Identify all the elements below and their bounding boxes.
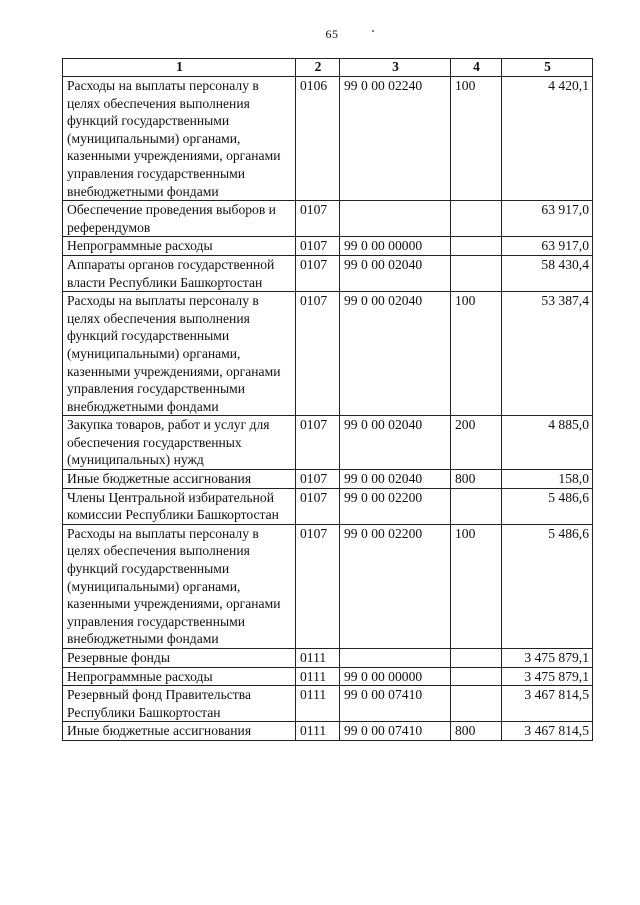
target-article-code: 99 0 00 02240 bbox=[340, 77, 451, 201]
section-code: 0111 bbox=[296, 722, 340, 741]
target-article-code: 99 0 00 00000 bbox=[340, 667, 451, 686]
amount: 53 387,4 bbox=[502, 292, 593, 416]
expense-type-code: 800 bbox=[451, 470, 502, 489]
expense-type-code bbox=[451, 649, 502, 668]
expense-name: Расходы на выплаты персоналу в целях обеспечения выполнения функций государственными (муниципальными) органами, казенными учреждениями, органами управления государственными внебюджетными фондами bbox=[63, 77, 296, 201]
amount: 5 486,6 bbox=[502, 488, 593, 524]
expense-type-code bbox=[451, 201, 502, 237]
table-row bbox=[63, 686, 593, 722]
header-cell: 5 bbox=[502, 59, 593, 77]
page-number: 65 bbox=[325, 27, 339, 41]
expense-name: Непрограммные расходы bbox=[63, 667, 296, 686]
amount: 3 467 814,5 bbox=[502, 722, 593, 741]
section-code: 0107 bbox=[296, 470, 340, 489]
target-article-code: 99 0 00 02040 bbox=[340, 470, 451, 489]
expense-type-code: 100 bbox=[451, 292, 502, 416]
header-cell: 4 bbox=[451, 59, 502, 77]
amount: 3 475 879,1 bbox=[502, 667, 593, 686]
target-article-code: 99 0 00 07410 bbox=[340, 686, 451, 722]
section-code: 0106 bbox=[296, 77, 340, 201]
table-row bbox=[63, 722, 593, 741]
table-row bbox=[63, 292, 593, 416]
table-row bbox=[63, 524, 593, 648]
expense-type-code bbox=[451, 686, 502, 722]
expense-name: Аппараты органов государственной власти Республики Башкортостан bbox=[63, 255, 296, 291]
target-article-code: 99 0 00 02200 bbox=[340, 488, 451, 524]
header-cell: 2 bbox=[296, 59, 340, 77]
amount: 4 420,1 bbox=[502, 77, 593, 201]
expense-name: Иные бюджетные ассигнования bbox=[63, 722, 296, 741]
table-row bbox=[63, 416, 593, 470]
expense-name: Расходы на выплаты персоналу в целях обеспечения выполнения функций государственными (муниципальными) органами, казенными учреждениями, органами управления государственными внебюджетными фондами bbox=[63, 524, 296, 648]
table-row bbox=[63, 667, 593, 686]
table-row bbox=[63, 255, 593, 291]
table-row bbox=[63, 649, 593, 668]
expense-name: Закупка товаров, работ и услуг для обеспечения государственных (муниципальных) нужд bbox=[63, 416, 296, 470]
expense-name: Резервный фонд Правительства Республики Башкортостан bbox=[63, 686, 296, 722]
amount: 3 467 814,5 bbox=[502, 686, 593, 722]
header-row bbox=[63, 59, 593, 77]
scan-speck bbox=[372, 30, 374, 32]
target-article-code: 99 0 00 07410 bbox=[340, 722, 451, 741]
header-cell: 3 bbox=[340, 59, 451, 77]
amount: 58 430,4 bbox=[502, 255, 593, 291]
section-code: 0107 bbox=[296, 255, 340, 291]
table-row bbox=[63, 470, 593, 489]
expense-type-code bbox=[451, 237, 502, 256]
target-article-code: 99 0 00 02040 bbox=[340, 255, 451, 291]
table-row bbox=[63, 237, 593, 256]
expense-type-code: 200 bbox=[451, 416, 502, 470]
budget-table bbox=[62, 58, 593, 741]
target-article-code: 99 0 00 02200 bbox=[340, 524, 451, 648]
section-code: 0107 bbox=[296, 524, 340, 648]
amount: 3 475 879,1 bbox=[502, 649, 593, 668]
section-code: 0111 bbox=[296, 686, 340, 722]
expense-name: Обеспечение проведения выборов и референдумов bbox=[63, 201, 296, 237]
expense-name: Непрограммные расходы bbox=[63, 237, 296, 256]
amount: 63 917,0 bbox=[502, 237, 593, 256]
expense-type-code bbox=[451, 255, 502, 291]
table-row bbox=[63, 488, 593, 524]
target-article-code: 99 0 00 02040 bbox=[340, 292, 451, 416]
amount: 63 917,0 bbox=[502, 201, 593, 237]
table-row bbox=[63, 77, 593, 201]
section-code: 0107 bbox=[296, 201, 340, 237]
section-code: 0107 bbox=[296, 416, 340, 470]
expense-type-code: 800 bbox=[451, 722, 502, 741]
section-code: 0107 bbox=[296, 292, 340, 416]
section-code: 0111 bbox=[296, 667, 340, 686]
target-article-code: 99 0 00 00000 bbox=[340, 237, 451, 256]
expense-name: Резервные фонды bbox=[63, 649, 296, 668]
amount: 158,0 bbox=[502, 470, 593, 489]
expense-type-code bbox=[451, 488, 502, 524]
section-code: 0111 bbox=[296, 649, 340, 668]
expense-name: Расходы на выплаты персоналу в целях обеспечения выполнения функций государственными (муниципальными) органами, казенными учреждениями, органами управления государственными внебюджетными фондами bbox=[63, 292, 296, 416]
amount: 4 885,0 bbox=[502, 416, 593, 470]
target-article-code: 99 0 00 02040 bbox=[340, 416, 451, 470]
expense-type-code: 100 bbox=[451, 77, 502, 201]
section-code: 0107 bbox=[296, 237, 340, 256]
target-article-code bbox=[340, 201, 451, 237]
expense-type-code bbox=[451, 667, 502, 686]
expense-name: Иные бюджетные ассигнования bbox=[63, 470, 296, 489]
expense-type-code: 100 bbox=[451, 524, 502, 648]
header-cell: 1 bbox=[63, 59, 296, 77]
expense-name: Члены Центральной избирательной комиссии Республики Башкортостан bbox=[63, 488, 296, 524]
amount: 5 486,6 bbox=[502, 524, 593, 648]
section-code: 0107 bbox=[296, 488, 340, 524]
target-article-code bbox=[340, 649, 451, 668]
table-row bbox=[63, 201, 593, 237]
